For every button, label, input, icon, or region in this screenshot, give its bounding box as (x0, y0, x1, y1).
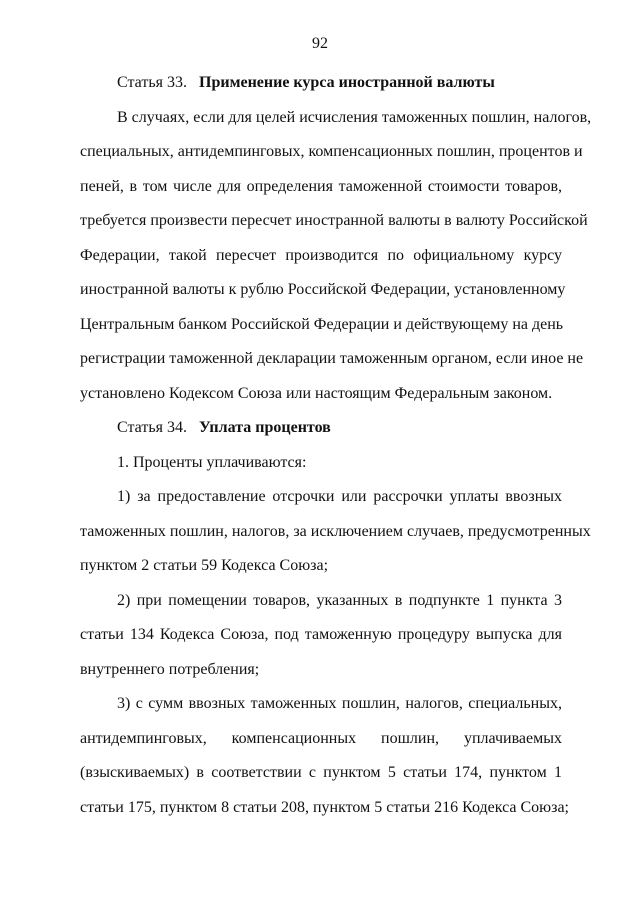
subitem-2-line: 2) при помещении товаров, указанных в подпункте 1 пункта 3 (117, 591, 562, 609)
paragraph-line: регистрации таможенной декларации таможенным органом, если иное не (80, 350, 584, 367)
paragraph-line: специальных, антидемпинговых, компенсационных пошлин, процентов и (80, 143, 583, 160)
article-34-heading (80, 411, 562, 446)
page-number: 92 (312, 35, 328, 52)
paragraph-line: иностранной валюты к рублю Российской Федерации, установленному (80, 281, 566, 298)
article-33-heading (80, 66, 562, 101)
paragraph-line: пеней, в том числе для определения таможенной стоимости товаров, (80, 177, 562, 195)
paragraph-line: Федерации, такой пересчет производится по официальному курсу (80, 246, 562, 264)
subitem-1-line: пунктом 2 статьи 59 Кодекса Союза; (80, 557, 329, 574)
document-body (80, 66, 592, 825)
subitem-3-line: 3) с сумм ввозных таможенных пошлин, налогов, специальных, (117, 695, 562, 712)
paragraph-line: требуется произвести пересчет иностранной валюты в валюту Российской (80, 212, 588, 229)
subitem-1-line: 1) за предоставление отсрочки или рассрочки уплаты ввозных (117, 488, 562, 505)
subitem-2-line: внутреннего потребления; (80, 660, 260, 678)
paragraph-line: Центральным банком Российской Федерации и действующему на день (80, 315, 564, 333)
article-34-number: Статья 34. (117, 419, 187, 436)
article-33-title: Применение курса иностранной валюты (199, 74, 495, 91)
paragraph-line: установлено Кодексом Союза или настоящим Федеральным законом. (80, 384, 553, 402)
article-34-title: Уплата процентов (199, 419, 331, 436)
article-33-number: Статья 33. (117, 74, 187, 91)
subitem-3-line: (взыскиваемых) в соответствии с пунктом 5 статьи 174, пунктом 1 (80, 764, 562, 781)
subitem-3-line: антидемпинговых, компенсационных пошлин, уплачиваемых (80, 729, 562, 747)
subitem-1-line: таможенных пошлин, налогов, за исключением случаев, предусмотренных (80, 522, 591, 540)
item-1: 1. Проценты уплачиваются: (117, 453, 307, 471)
subitem-3-line: статьи 175, пунктом 8 статьи 208, пунктом 5 статьи 216 Кодекса Союза; (80, 798, 569, 816)
paragraph-line: В случаях, если для целей исчисления таможенных пошлин, налогов, (117, 108, 592, 126)
subitem-2-line: статьи 134 Кодекса Союза, под таможенную процедуру выпуска для (80, 626, 562, 643)
